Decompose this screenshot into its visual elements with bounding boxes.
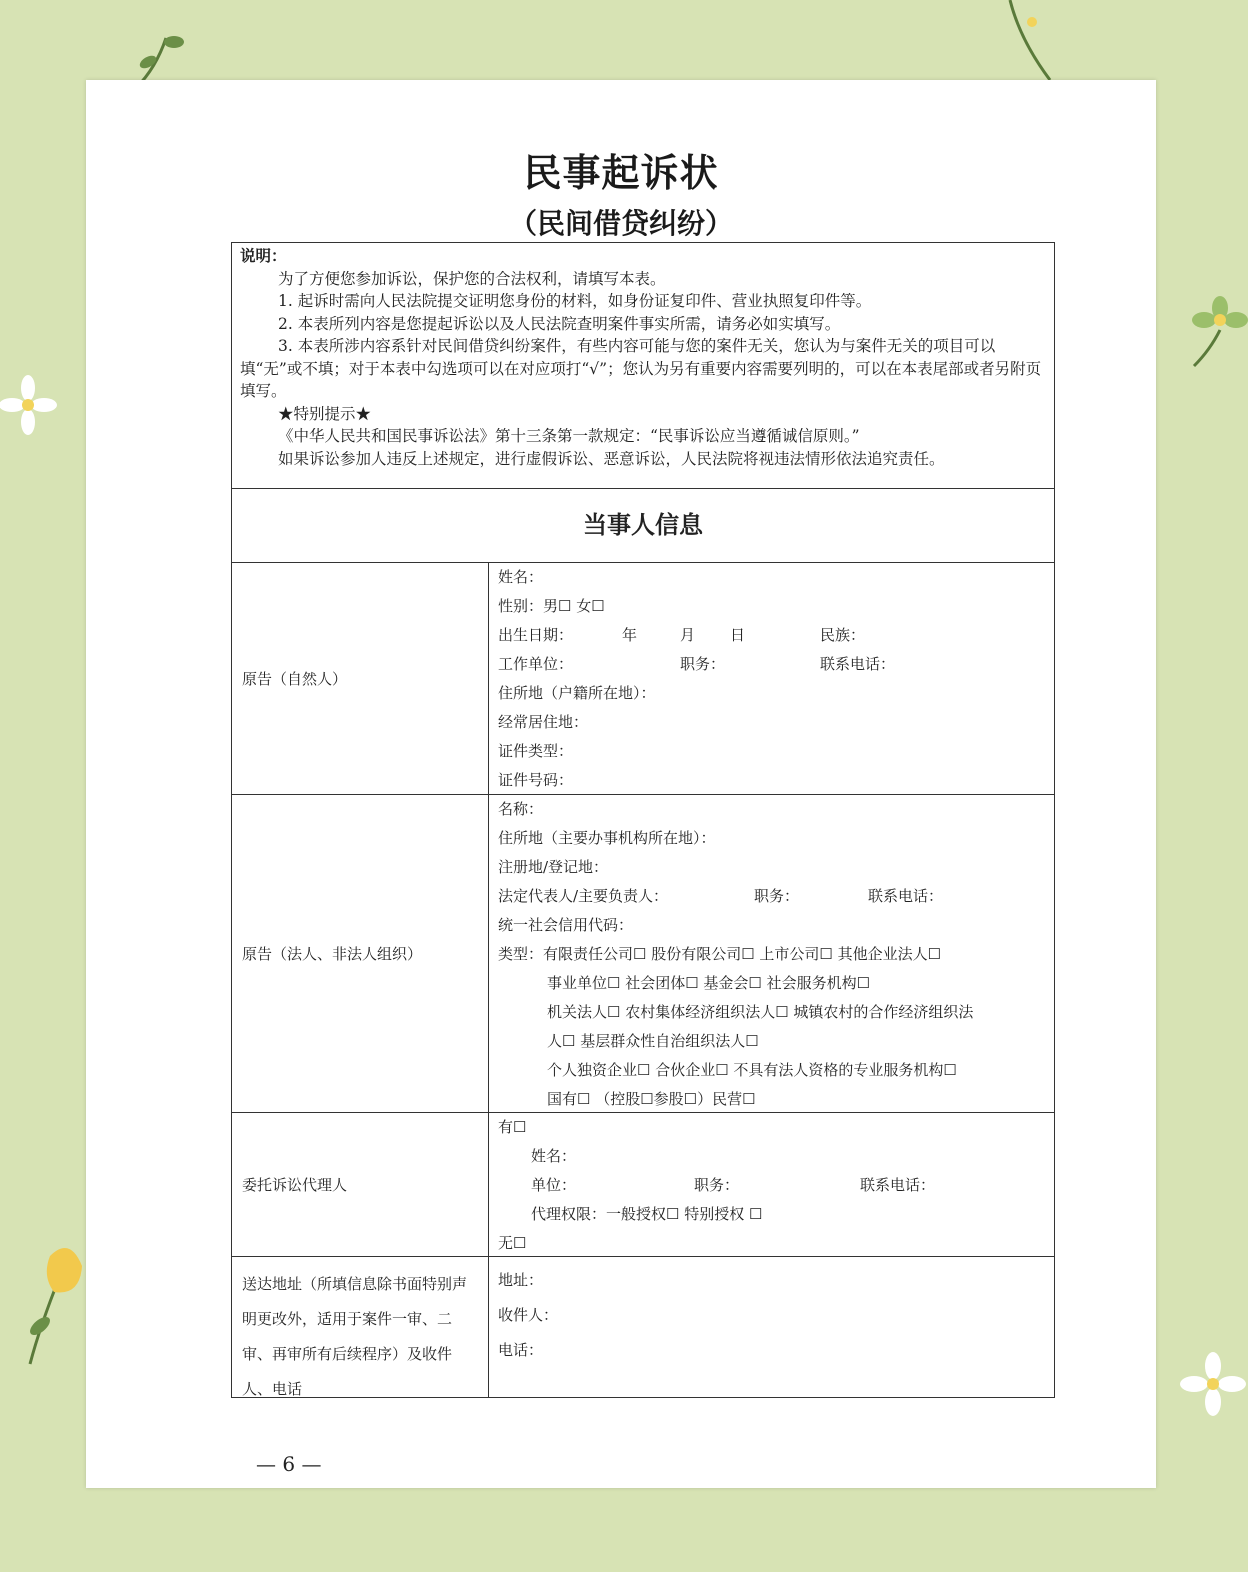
row-label: 原告（自然人）: [232, 563, 489, 794]
residence-field[interactable]: 住所地（户籍所在地）：: [498, 684, 656, 702]
day-label: 日: [730, 626, 746, 644]
instruction-line: 《中华人民共和国民事诉讼法》第十三条第一款规定：“民事诉讼应当遵循诚信原则。”: [278, 427, 860, 445]
org-type-line[interactable]: 个人独资企业☐ 合伙企业☐ 不具有法人资格的专业服务机构☐: [547, 1061, 957, 1079]
agent-unit-field[interactable]: [498, 1171, 1048, 1200]
row-content: [498, 1113, 1048, 1258]
agent-authority-field[interactable]: 代理权限：一般授权☐ 特别授权 ☐: [531, 1205, 763, 1223]
representative-field[interactable]: [498, 882, 1048, 911]
gender-field[interactable]: 性别：男☐ 女☐: [498, 597, 605, 615]
row-label: 原告（法人、非法人组织）: [232, 795, 489, 1112]
document-page: [86, 80, 1156, 1488]
agent-name-field[interactable]: 姓名：: [531, 1147, 577, 1165]
org-type-line[interactable]: 国有☐ （控股☐参股☐）民营☐: [547, 1090, 756, 1108]
phone-label: 联系电话：: [820, 655, 896, 673]
plaintiff-person-row: [232, 563, 1054, 795]
instructions-heading: 说明：: [240, 247, 287, 265]
year-label: 年: [622, 626, 638, 644]
id-number-field[interactable]: 证件号码：: [498, 771, 574, 789]
section-title: 当事人信息: [232, 489, 1054, 563]
row-content: [498, 1263, 1048, 1368]
registered-place-field[interactable]: 注册地/登记地：: [498, 858, 609, 876]
agent-no-checkbox[interactable]: 无☐: [498, 1234, 527, 1252]
birth-date-label: 出生日期：: [498, 626, 574, 644]
org-type-line[interactable]: 人☐ 基层群众性自治组织法人☐: [547, 1032, 759, 1050]
org-address-field[interactable]: 住所地（主要办事机构所在地）：: [498, 829, 716, 847]
recipient-field[interactable]: 收件人：: [498, 1306, 559, 1324]
page-number: — 6 —: [256, 1452, 322, 1476]
document-subtitle: （民间借贷纠纷）: [508, 207, 733, 240]
org-type-line[interactable]: 事业单位☐ 社会团体☐ 基金会☐ 社会服务机构☐: [547, 974, 871, 992]
instruction-line: 如果诉讼参加人违反上述规定，进行虚假诉讼、恶意诉讼，人民法院将视违法情形依法追究责任。: [278, 449, 945, 468]
agent-row: [232, 1113, 1054, 1257]
id-type-field[interactable]: 证件类型：: [498, 742, 574, 760]
complaint-form: [231, 242, 1055, 1398]
instruction-line: 2. 本表所列内容是您提起诉讼以及人民法院查明案件事实所需，请务必如实填写。: [278, 314, 841, 333]
special-notice-heading: ★特别提示★: [278, 404, 372, 423]
document-title: 民事起诉状: [523, 151, 719, 195]
instruction-line: 1. 起诉时需向人民法院提交证明您身份的材料，如身份证复印件、营业执照复印件等。: [278, 292, 872, 310]
row-label: 送达地址（所填信息除书面特别声明更改外，适用于案件一审、二审、再审所有后续程序）及收件人、电话: [232, 1257, 489, 1397]
credit-code-field[interactable]: 统一社会信用代码：: [498, 916, 634, 934]
work-unit-field[interactable]: [498, 650, 1048, 679]
org-type-line[interactable]: 机关法人☐ 农村集体经济组织法人☐ 城镇农村的合作经济组织法: [547, 1003, 974, 1021]
row-content: [498, 563, 1048, 795]
org-type-line[interactable]: 类型：有限责任公司☐ 股份有限公司☐ 上市公司☐ 其他企业法人☐: [498, 945, 942, 963]
position-label: 职务：: [694, 1176, 740, 1194]
ethnicity-label: 民族：: [820, 626, 866, 644]
instruction-line: 3. 本表所涉内容系针对民间借贷纠纷案件，有些内容可能与您的案件无关，您认为与案件无关的项目可以填“无”或不填；对于本表中勾选项可以在对应项打“√”；您认为另有重要内容需要列明的，可以在本表尾部或者另附页填写。: [240, 337, 1042, 400]
service-phone-field[interactable]: 电话：: [498, 1341, 544, 1359]
flower-bud-icon: [20, 1236, 86, 1366]
position-label: 职务：: [754, 887, 800, 905]
habitual-residence-field[interactable]: 经常居住地：: [498, 713, 589, 731]
service-address-row: [232, 1257, 1054, 1397]
org-name-field[interactable]: 名称：: [498, 800, 544, 818]
representative-label: 法定代表人/主要负责人：: [498, 887, 669, 905]
month-label: 月: [680, 626, 696, 644]
birth-date-field[interactable]: [498, 621, 1048, 650]
unit-label: 单位：: [531, 1176, 577, 1194]
position-label: 职务：: [680, 655, 726, 673]
instructions-box: [232, 243, 1054, 489]
flower-icon: [0, 370, 60, 440]
work-unit-label: 工作单位：: [498, 655, 574, 673]
plaintiff-org-row: [232, 795, 1054, 1113]
agent-yes-checkbox[interactable]: 有☐: [498, 1118, 527, 1136]
row-content: [498, 795, 1048, 1114]
row-label: 委托诉讼代理人: [232, 1113, 489, 1256]
service-address-field[interactable]: 地址：: [498, 1271, 544, 1289]
name-field[interactable]: 姓名：: [498, 568, 544, 586]
instruction-line: 为了方便您参加诉讼，保护您的合法权利，请填写本表。: [278, 269, 666, 288]
flower-icon: [1190, 290, 1248, 370]
phone-label: 联系电话：: [868, 887, 944, 905]
branch-icon: [990, 0, 1070, 80]
phone-label: 联系电话：: [860, 1176, 936, 1194]
flower-icon: [1180, 1350, 1246, 1420]
